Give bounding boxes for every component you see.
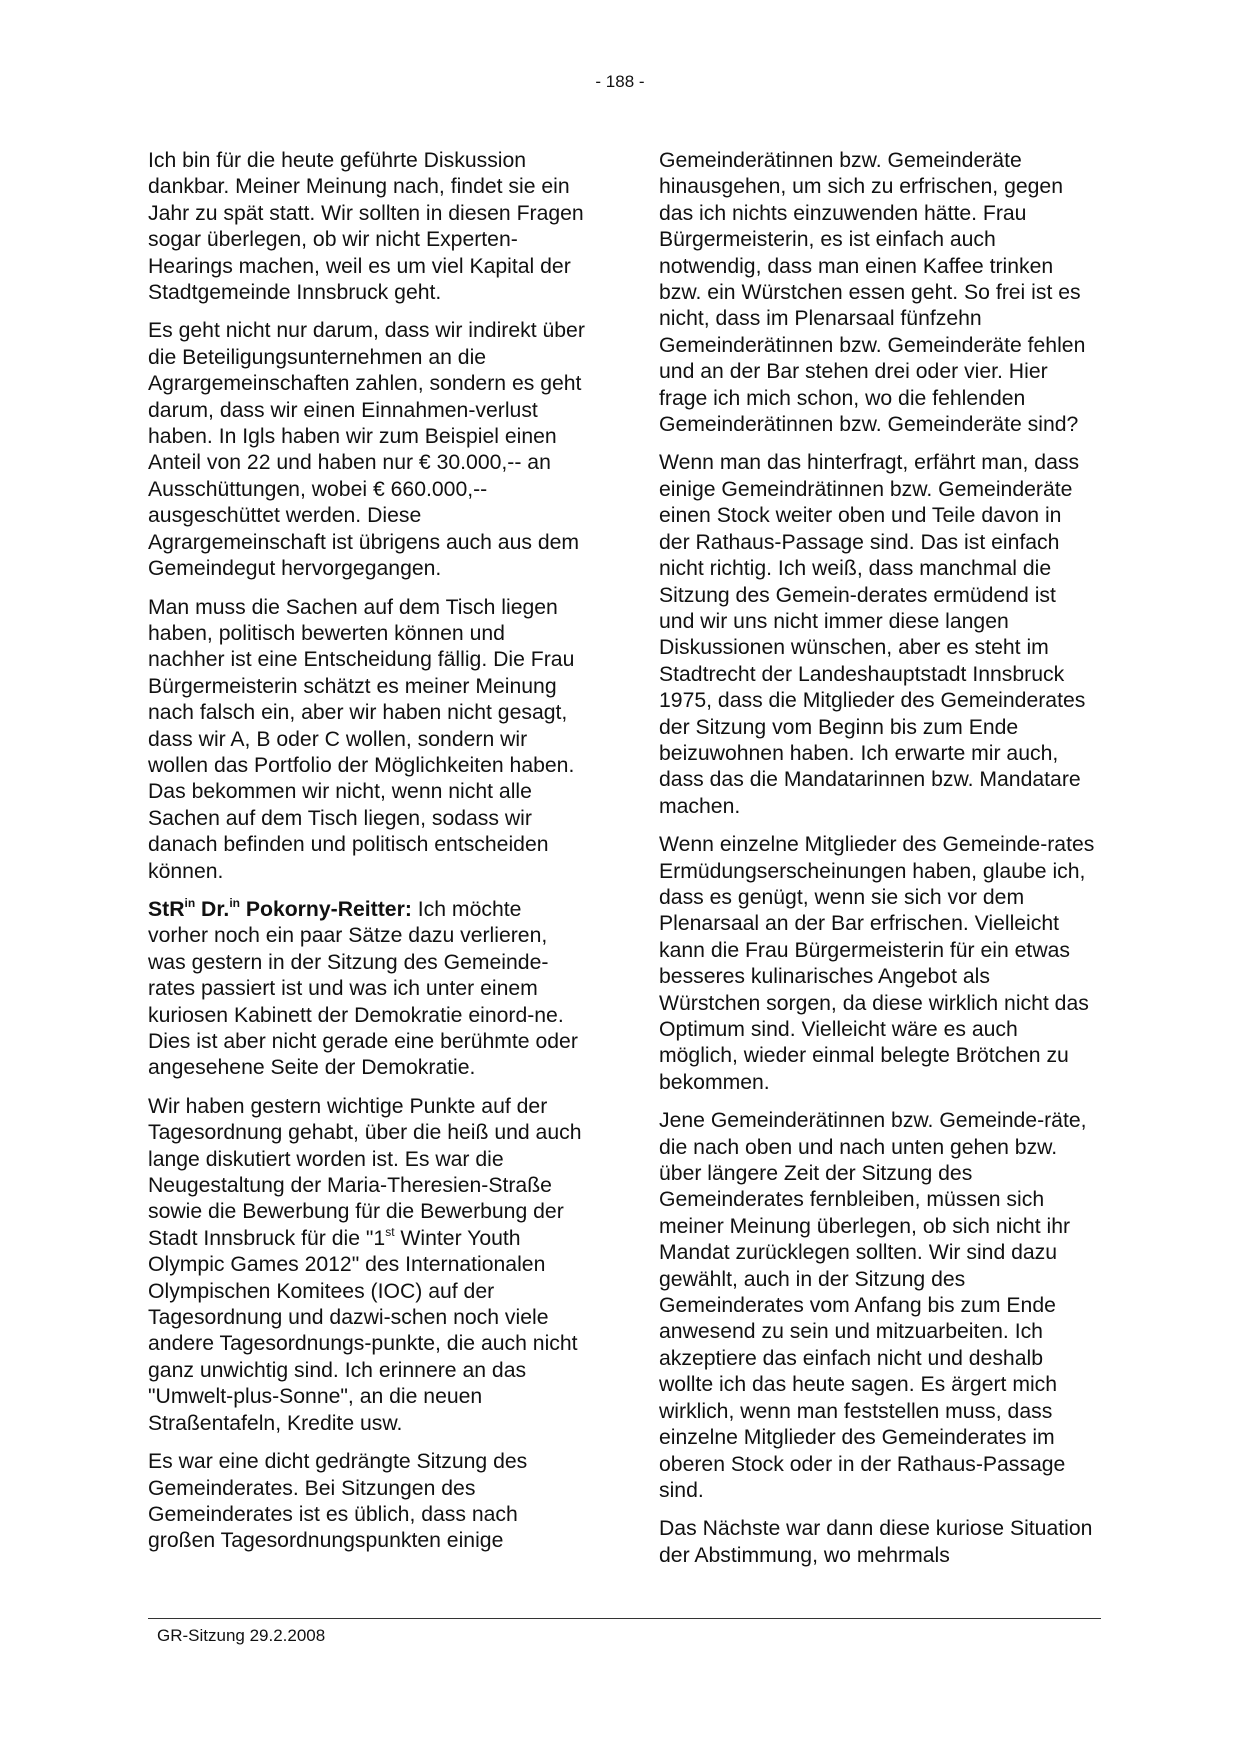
paragraph: Ich bin für die heute geführte Diskussion dankbar. Meiner Meinung nach, findet sie ein Jahr zu spät statt. Wir sollten in diesen Fragen sogar überlegen, ob wir nicht Experten-Hearings machen, weil es um viel Kapital der Stadtgemeinde Innsbruck geht. bbox=[148, 149, 584, 305]
speaker-surname: Pokorny-Reitter: bbox=[240, 897, 412, 921]
paragraph: Wenn man das hinterfragt, erfährt man, dass einige Gemeindrätinnen bzw. Gemeinderäte einen Stock weiter oben und Teile davon in der Rathaus-Passage sind. Das ist einfach nicht richtig. Ich weiß, dass manchmal die Sitzung des Gemein-derates ermüdend ist und wir uns nicht immer diese langen Diskussionen wünschen, aber es steht im Stadtrecht der Landeshauptstadt Innsbruck 1975, dass die Mitglieder des Gemeinderates der Sitzung vom Beginn bis zum Ende beizuwohnen haben. Ich erwarte mir auch, dass das die Mandatarinnen bzw. Mandatare machen. bbox=[659, 451, 1086, 818]
paragraph: Gemeinderätinnen bzw. Gemeinderäte hinausgehen, um sich zu erfrischen, gegen das ich nichts einzuwenden hätte. Frau Bürgermeisterin, es ist einfach auch notwendig, dass man einen Kaffee trinken bzw. ein Würstchen essen geht. So frei ist es nicht, dass im Plenarsaal fünfzehn Gemeinderätinnen bzw. Gemeinderäte fehlen und an der Bar stehen drei oder vier. Hier frage ich mich schon, wo die fehlenden Gemeinderätinnen bzw. Gemeinderäte sind? bbox=[659, 149, 1086, 437]
ordinal-suffix: st bbox=[385, 1224, 395, 1239]
paragraph: Man muss die Sachen auf dem Tisch liegen haben, politisch bewerten können und nachher ist eine Entscheidung fällig. Die Frau Bürgermeisterin schätzt es meiner Meinung nach falsch ein, aber wir haben nicht gesagt, dass wir A, B oder C wollen, sondern wir wollen das Portfolio der Möglichkeiten haben. Das bekommen wir nicht, wenn nicht alle Sachen auf dem Tisch liegen, sodass wir danach befinden und politisch entscheiden können. bbox=[148, 595, 575, 883]
paragraph-text: Winter Youth Olympic Games 2012" des Internationalen Olympischen Komitees (IOC) auf der Tagesordnung und dazwi-schen noch viele andere Tagesordnungs-punkte, die auch nicht ganz unwichtig sind. Ich erinnere an das "Umwelt-plus-Sonne", an die neuen Straßentafeln, Kredite usw. bbox=[148, 1226, 578, 1435]
footer-divider bbox=[148, 1618, 1101, 1619]
speaker-paragraph bbox=[148, 897, 586, 1082]
speaker-title-suffix: in bbox=[184, 895, 196, 910]
paragraph: Es geht nicht nur darum, dass wir indirekt über die Beteiligungsunternehmen an die Agrargemeinschaften zahlen, sondern es geht darum, dass wir einen Einnahmen-verlust haben. In Igls haben wir zum Beispiel einen Anteil von 22 und haben nur € 30.000,-- an Ausschüttungen, wobei € 660.000,-- ausgeschüttet werden. Diese Agrargemeinschaft ist übrigens auch aus dem Gemeindegut hervorgegangen. bbox=[148, 319, 585, 581]
paragraph: Jene Gemeinderätinnen bzw. Gemeinde-räte, die nach oben und nach unten gehen bzw. über längere Zeit der Sitzung des Gemeinderates fernbleiben, müssen sich meiner Meinung überlegen, ob sich nicht ihr Mandat zurücklegen sollten. Wir sind dazu gewählt, auch in der Sitzung des Gemeinderates vom Anfang bis zum Ende anwesend zu sein und mitzuarbeiten. Ich akzeptiere das einfach nicht und deshalb wollte ich das heute sagen. Es ärgert mich wirklich, wenn man feststellen muss, dass einzelne Mitglieder des Gemeinderates im oberen Stock oder in der Rathaus-Passage sind. bbox=[659, 1109, 1087, 1502]
speaker-title: Dr. bbox=[195, 897, 230, 921]
speaker-name bbox=[148, 895, 412, 921]
paragraph: Wenn einzelne Mitglieder des Gemeinde-rates Ermüdungserscheinungen haben, glaube ich, dass es genügt, wenn sie sich vor dem Plenarsaal an der Bar erfrischen. Vielleicht kann die Frau Bürgermeisterin für ein etwas besseres kulinarisches Angebot als Würstchen sorgen, da diese wirklich nicht das Optimum sind. Vielleicht wäre es auch möglich, wieder einmal belegte Brötchen zu bekommen. bbox=[659, 833, 1095, 1094]
paragraph-text: Wir haben gestern wichtige Punkte auf der Tagesordnung gehabt, über die heiß und auch lange diskutiert worden ist. Es war die Neugestaltung der Maria-Theresien-Straße sowie die Bewerbung für die Bewerbung der Stadt Innsbruck für die "1 bbox=[148, 1094, 582, 1250]
paragraph bbox=[148, 1094, 586, 1437]
speech-text: Ich möchte vorher noch ein paar Sätze dazu verlieren, was gestern in der Sitzung des Gemeinde-rates passiert ist und was ich unter einem kuriosen Kabinett der Demokratie einord-ne. Dies ist aber nicht gerade eine berühmte oder angesehene Seite der Demokratie. bbox=[148, 897, 578, 1080]
paragraph: Das Nächste war dann diese kuriose Situation der Abstimmung, wo mehrmals bbox=[659, 1517, 1093, 1567]
right-column bbox=[659, 148, 1097, 1581]
speaker-title-suffix: in bbox=[229, 895, 240, 910]
left-column bbox=[148, 148, 586, 1567]
speaker-title: StR bbox=[148, 897, 185, 921]
footer-text: GR-Sitzung 29.2.2008 bbox=[157, 1626, 326, 1645]
page-number: - 188 - bbox=[595, 72, 645, 91]
paragraph: Es war eine dicht gedrängte Sitzung des Gemeinderates. Bei Sitzungen des Gemeinderates ist es üblich, dass nach großen Tagesordnungspunkten einige bbox=[148, 1450, 528, 1553]
